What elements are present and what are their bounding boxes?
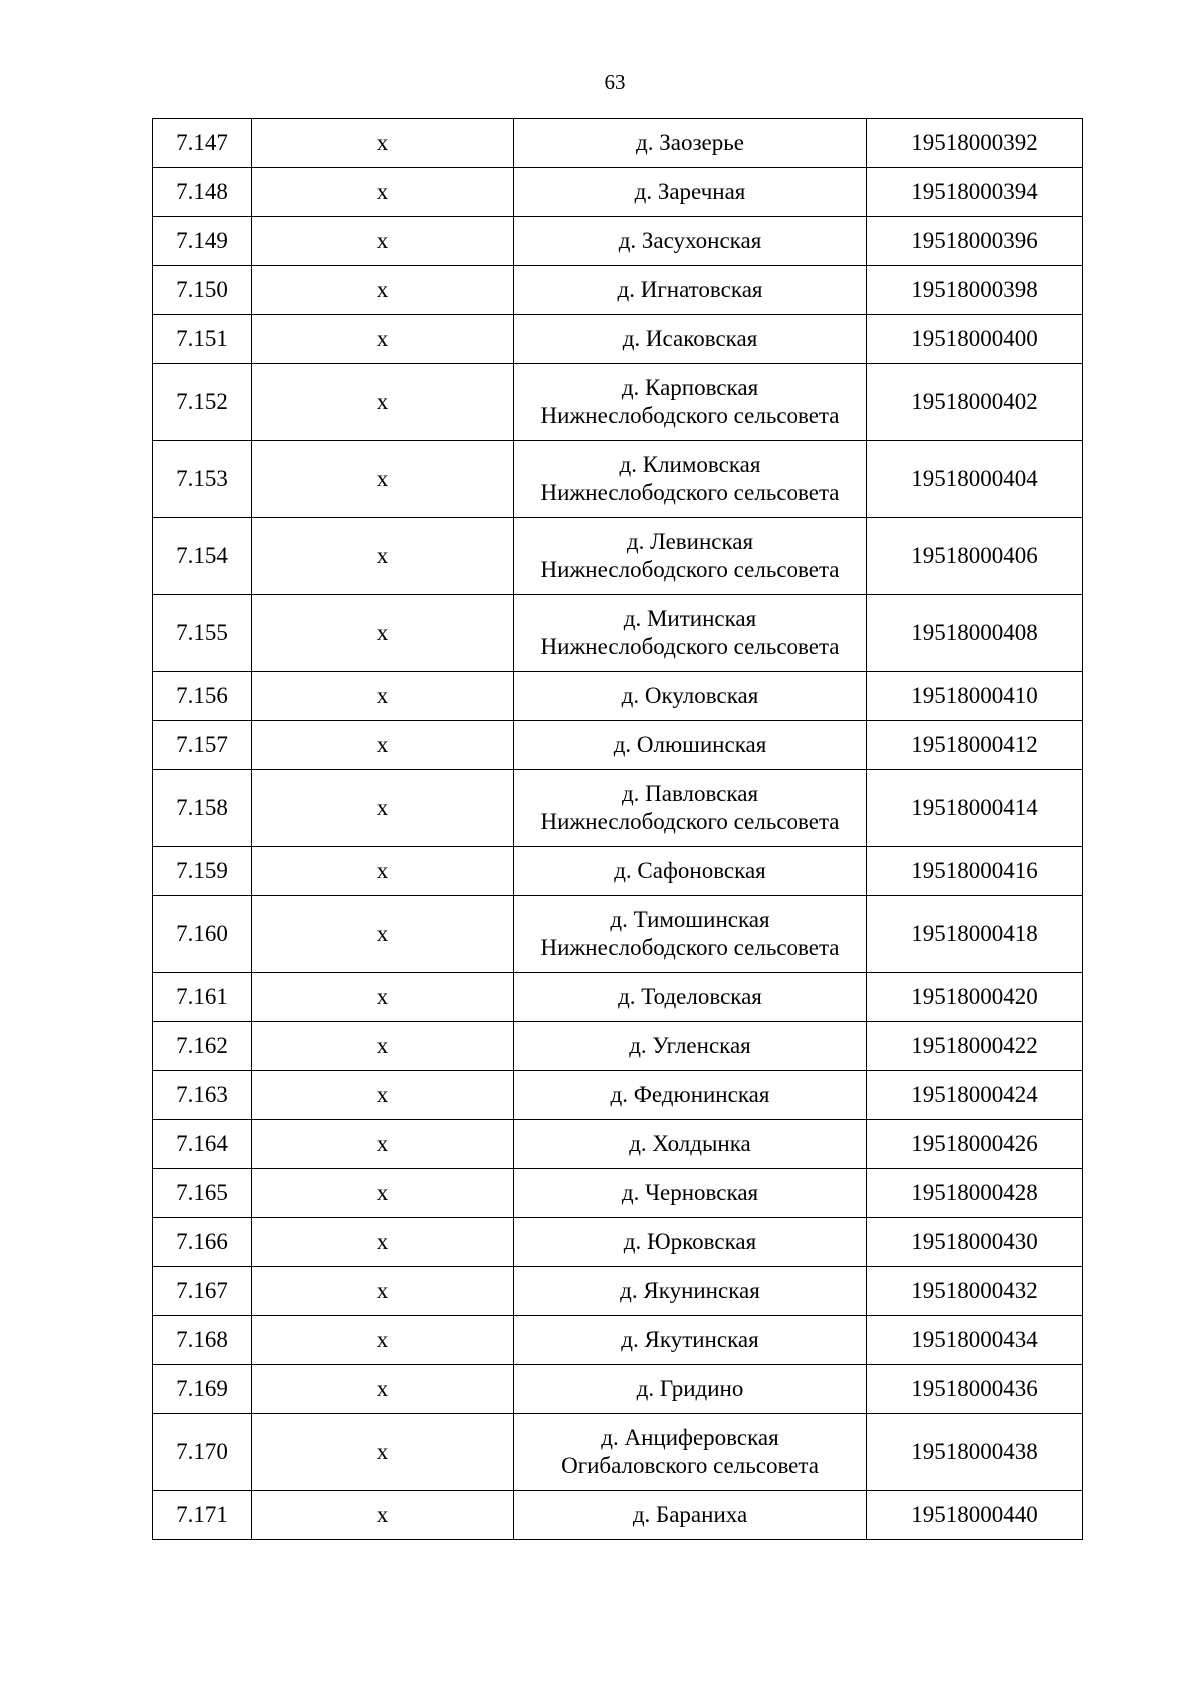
settlement-name-cell [514,364,867,441]
row-number-cell: 7.164 [153,1120,252,1169]
settlement-name-line: д. Якутинская [621,1327,759,1352]
oktmo-code-cell: 19518000426 [867,1120,1083,1169]
settlement-name-line: д. Левинская [626,529,754,554]
row-number-cell: 7.156 [153,672,252,721]
table-row [153,1316,1083,1365]
table-row [153,896,1083,973]
row-number-cell: 7.148 [153,168,252,217]
oktmo-code-cell: 19518000410 [867,672,1083,721]
mark-cell: х [252,1365,514,1414]
table-row [153,168,1083,217]
oktmo-code-cell: 19518000436 [867,1365,1083,1414]
table-row [153,1071,1083,1120]
settlement-name-cell [514,518,867,595]
settlement-name-line: д. Митинская [623,606,757,631]
oktmo-code-cell: 19518000422 [867,1022,1083,1071]
mark-cell: х [252,595,514,672]
table-row [153,1022,1083,1071]
table-row [153,1218,1083,1267]
oktmo-code-cell: 19518000438 [867,1414,1083,1491]
settlement-name-line: д. Юрковская [623,1229,757,1254]
settlement-name-cell [514,721,867,770]
row-number-cell: 7.167 [153,1267,252,1316]
mark-cell: х [252,315,514,364]
row-number-cell: 7.170 [153,1414,252,1491]
oktmo-code-cell: 19518000408 [867,595,1083,672]
row-number-cell: 7.151 [153,315,252,364]
oktmo-code-cell: 19518000414 [867,770,1083,847]
mark-cell: х [252,770,514,847]
settlement-name-line: д. Тимошинская [610,907,770,932]
table-row [153,1169,1083,1218]
settlement-name-cell [514,168,867,217]
table-row [153,217,1083,266]
oktmo-code-cell: 19518000440 [867,1491,1083,1540]
settlement-name-cell [514,1491,867,1540]
settlement-name-line: д. Исаковская [622,326,758,351]
settlement-name-cell [514,1022,867,1071]
row-number-cell: 7.152 [153,364,252,441]
oktmo-code-cell: 19518000424 [867,1071,1083,1120]
oktmo-code-cell: 19518000428 [867,1169,1083,1218]
mark-cell: х [252,168,514,217]
settlement-name-cell [514,770,867,847]
mark-cell: х [252,1491,514,1540]
settlement-name-cell [514,973,867,1022]
settlement-name-cell [514,896,867,973]
settlement-name-cell [514,595,867,672]
row-number-cell: 7.153 [153,441,252,518]
settlement-name-cell [514,1169,867,1218]
oktmo-code-cell: 19518000394 [867,168,1083,217]
settlement-name-line: д. Холдынка [629,1131,751,1156]
settlement-name-cell [514,266,867,315]
table-row [153,119,1083,168]
oktmo-code-cell: 19518000416 [867,847,1083,896]
settlement-name-cell [514,672,867,721]
oktmo-code-cell: 19518000430 [867,1218,1083,1267]
row-number-cell: 7.169 [153,1365,252,1414]
settlement-name-cell [514,217,867,266]
row-number-cell: 7.157 [153,721,252,770]
oktmo-code-cell: 19518000392 [867,119,1083,168]
mark-cell: х [252,1414,514,1491]
row-number-cell: 7.163 [153,1071,252,1120]
table-row [153,1267,1083,1316]
mark-cell: х [252,441,514,518]
table-row [153,595,1083,672]
settlement-name-line: д. Сафоновская [614,858,766,883]
settlement-name-cell [514,441,867,518]
mark-cell: х [252,1316,514,1365]
row-number-cell: 7.171 [153,1491,252,1540]
table-row [153,672,1083,721]
oktmo-code-cell: 19518000400 [867,315,1083,364]
oktmo-code-cell: 19518000418 [867,896,1083,973]
row-number-cell: 7.166 [153,1218,252,1267]
mark-cell: х [252,847,514,896]
mark-cell: х [252,1022,514,1071]
mark-cell: х [252,1071,514,1120]
oktmo-code-cell: 19518000404 [867,441,1083,518]
table-row [153,364,1083,441]
oktmo-code-cell: 19518000402 [867,364,1083,441]
row-number-cell: 7.147 [153,119,252,168]
table-row [153,441,1083,518]
row-number-cell: 7.161 [153,973,252,1022]
table-row [153,721,1083,770]
settlement-name-line: д. Тоделовская [618,984,762,1009]
table-row [153,266,1083,315]
row-number-cell: 7.165 [153,1169,252,1218]
oktmo-code-cell: 19518000420 [867,973,1083,1022]
settlement-name-line: д. Федюнинская [610,1082,770,1107]
oktmo-code-cell: 19518000432 [867,1267,1083,1316]
table-row [153,973,1083,1022]
oktmo-code-cell: 19518000406 [867,518,1083,595]
row-number-cell: 7.150 [153,266,252,315]
table-row [153,847,1083,896]
settlement-name-line: д. Климовская [619,452,761,477]
table-row [153,1365,1083,1414]
table-row [153,1120,1083,1169]
table-row [153,1491,1083,1540]
settlement-name-cell [514,315,867,364]
row-number-cell: 7.155 [153,595,252,672]
settlement-name-line: Нижнеслободского сельсовета [540,935,840,960]
page-number: 63 [604,70,626,94]
settlement-name-line: д. Якунинская [620,1278,760,1303]
settlement-name-line: Нижнеслободского сельсовета [540,480,840,505]
registry-table [152,118,1083,1540]
settlement-name-line: д. Анциферовская [601,1425,779,1450]
registry-table-body [153,119,1083,1540]
mark-cell: х [252,1169,514,1218]
oktmo-code-cell: 19518000434 [867,1316,1083,1365]
settlement-name-line: Нижнеслободского сельсовета [540,403,840,428]
settlement-name-cell [514,1071,867,1120]
mark-cell: х [252,1120,514,1169]
mark-cell: х [252,518,514,595]
mark-cell: х [252,721,514,770]
table-row [153,1414,1083,1491]
table-row [153,518,1083,595]
row-number-cell: 7.168 [153,1316,252,1365]
mark-cell: х [252,973,514,1022]
settlement-name-cell [514,1267,867,1316]
settlement-name-line: Нижнеслободского сельсовета [540,809,840,834]
row-number-cell: 7.149 [153,217,252,266]
row-number-cell: 7.154 [153,518,252,595]
settlement-name-line: Нижнеслободского сельсовета [540,634,840,659]
mark-cell: х [252,672,514,721]
settlement-name-line: д. Павловская [621,781,759,806]
table-row [153,315,1083,364]
settlement-name-cell [514,1414,867,1491]
row-number-cell: 7.159 [153,847,252,896]
settlement-name-line: д. Гридино [636,1376,744,1401]
settlement-name-line: д. Игнатовская [617,277,763,302]
oktmo-code-cell: 19518000412 [867,721,1083,770]
settlement-name-cell [514,1365,867,1414]
settlement-name-line: д. Заречная [634,179,746,204]
settlement-name-line: д. Окуловская [621,683,759,708]
mark-cell: х [252,1218,514,1267]
oktmo-code-cell: 19518000398 [867,266,1083,315]
settlement-name-line: д. Олюшинская [613,732,767,757]
settlement-name-line: д. Заозерье [636,130,744,155]
mark-cell: х [252,364,514,441]
settlement-name-line: Огибаловского сельсовета [561,1453,819,1478]
row-number-cell: 7.158 [153,770,252,847]
settlement-name-line: д. Бараниха [632,1502,748,1527]
mark-cell: х [252,1267,514,1316]
settlement-name-line: д. Угленская [629,1033,751,1058]
row-number-cell: 7.162 [153,1022,252,1071]
settlement-name-cell [514,1316,867,1365]
row-number-cell: 7.160 [153,896,252,973]
settlement-name-line: д. Черновская [621,1180,759,1205]
mark-cell: х [252,896,514,973]
settlement-name-cell [514,119,867,168]
settlement-name-line: Нижнеслободского сельсовета [540,557,840,582]
settlement-name-line: д. Засухонская [618,228,762,253]
mark-cell: х [252,266,514,315]
table-row [153,770,1083,847]
oktmo-code-cell: 19518000396 [867,217,1083,266]
mark-cell: х [252,217,514,266]
settlement-name-cell [514,1120,867,1169]
settlement-name-cell [514,1218,867,1267]
mark-cell: х [252,119,514,168]
settlement-name-line: д. Карповская [621,375,759,400]
settlement-name-cell [514,847,867,896]
